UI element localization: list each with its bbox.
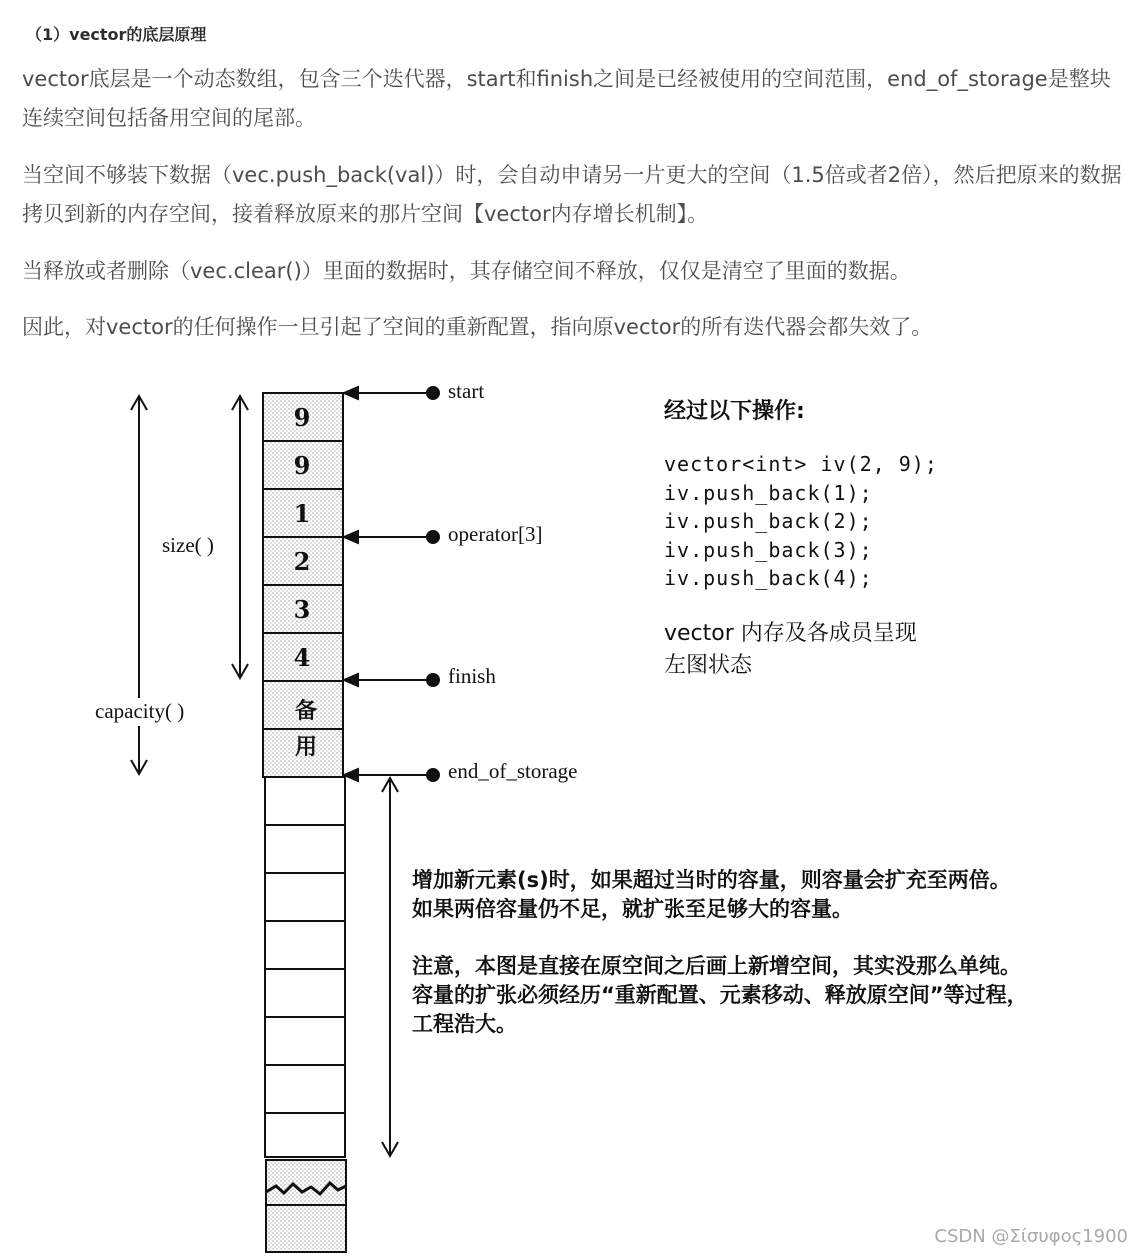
end-of-storage-label: end_of_storage xyxy=(448,759,578,783)
expansion-arrow xyxy=(382,778,398,1156)
code-line: iv.push_back(2); xyxy=(664,509,873,533)
cell-value-0: 9 xyxy=(293,403,311,432)
paragraph-3: 当释放或者删除（vec.clear()）里面的数据时，其存储空间不释放，仅仅是清空了里面的数据。 xyxy=(22,259,911,283)
watermark: CSDN @Σίσυφος1900 xyxy=(934,1226,1128,1247)
code-line: iv.push_back(1); xyxy=(664,480,873,505)
cell-value-1: 9 xyxy=(293,451,311,480)
code-block xyxy=(664,450,938,593)
note-line: 增加新元素(s)时，如果超过当时的容量，则容量会扩充至两倍。 xyxy=(412,868,1011,892)
paragraph-1: vector底层是一个动态数组，包含三个迭代器，start和finish之间是已经被使用的空间范围，end_of_storage是整块连续空间包括备用空间的尾部。 xyxy=(22,67,1111,130)
note-line: 容量的扩张必须经历“重新配置、元素移动、释放原空间”等过程， xyxy=(412,983,1028,1007)
code-line: iv.push_back(4); xyxy=(664,566,873,590)
cell-value-5: 4 xyxy=(293,643,311,672)
note-line: 工程浩大。 xyxy=(412,1012,517,1036)
state-line: vector 内存及各成员呈现 xyxy=(664,621,917,646)
paragraph-2: 当空间不够装下数据（vec.push_back(val)）时，会自动申请另一片更大的空间（1.5倍或者2倍），然后把原来的数据拷贝到新的内存空间，接着释放原来的那片空间【vector内存增长机制】。 xyxy=(22,163,1122,226)
operator-pointer xyxy=(344,531,439,543)
operations-heading: 经过以下操作: xyxy=(664,399,805,424)
vector-memory-figure xyxy=(0,360,1144,1257)
cell-value-3: 2 xyxy=(293,547,311,576)
size-arrow xyxy=(232,396,248,678)
spare-char-2: 用 xyxy=(294,734,318,760)
finish-label: finish xyxy=(448,664,496,688)
operator-label: operator[3] xyxy=(448,522,543,546)
spare-char-1: 备 xyxy=(294,698,318,724)
start-label: start xyxy=(448,379,485,403)
start-pointer xyxy=(344,387,439,399)
cell-value-2: 1 xyxy=(293,499,311,528)
cell-value-4: 3 xyxy=(293,595,311,624)
paragraph-4: 因此，对vector的任何操作一旦引起了空间的重新配置，指向原vector的所有迭代器会都失效了。 xyxy=(22,315,933,339)
note-line: 如果两倍容量仍不足，就扩张至足够大的容量。 xyxy=(412,897,853,921)
expansion-space xyxy=(265,777,346,1252)
growth-note xyxy=(412,866,1102,1039)
state-line: 左图状态 xyxy=(664,653,753,678)
capacity-label: capacity( ) xyxy=(95,699,185,723)
note-line: 注意，本图是直接在原空间之后画上新增空间，其实没那么单纯。 xyxy=(412,954,1021,978)
state-description xyxy=(664,618,984,682)
code-line: iv.push_back(3); xyxy=(664,537,873,562)
code-line: vector<int> iv(2, 9); xyxy=(664,452,938,476)
size-label: size( ) xyxy=(162,533,214,557)
vector-memory-diagram xyxy=(0,360,1144,1257)
section-heading: （1）vector的底层原理 xyxy=(26,25,207,44)
finish-pointer xyxy=(344,674,439,686)
